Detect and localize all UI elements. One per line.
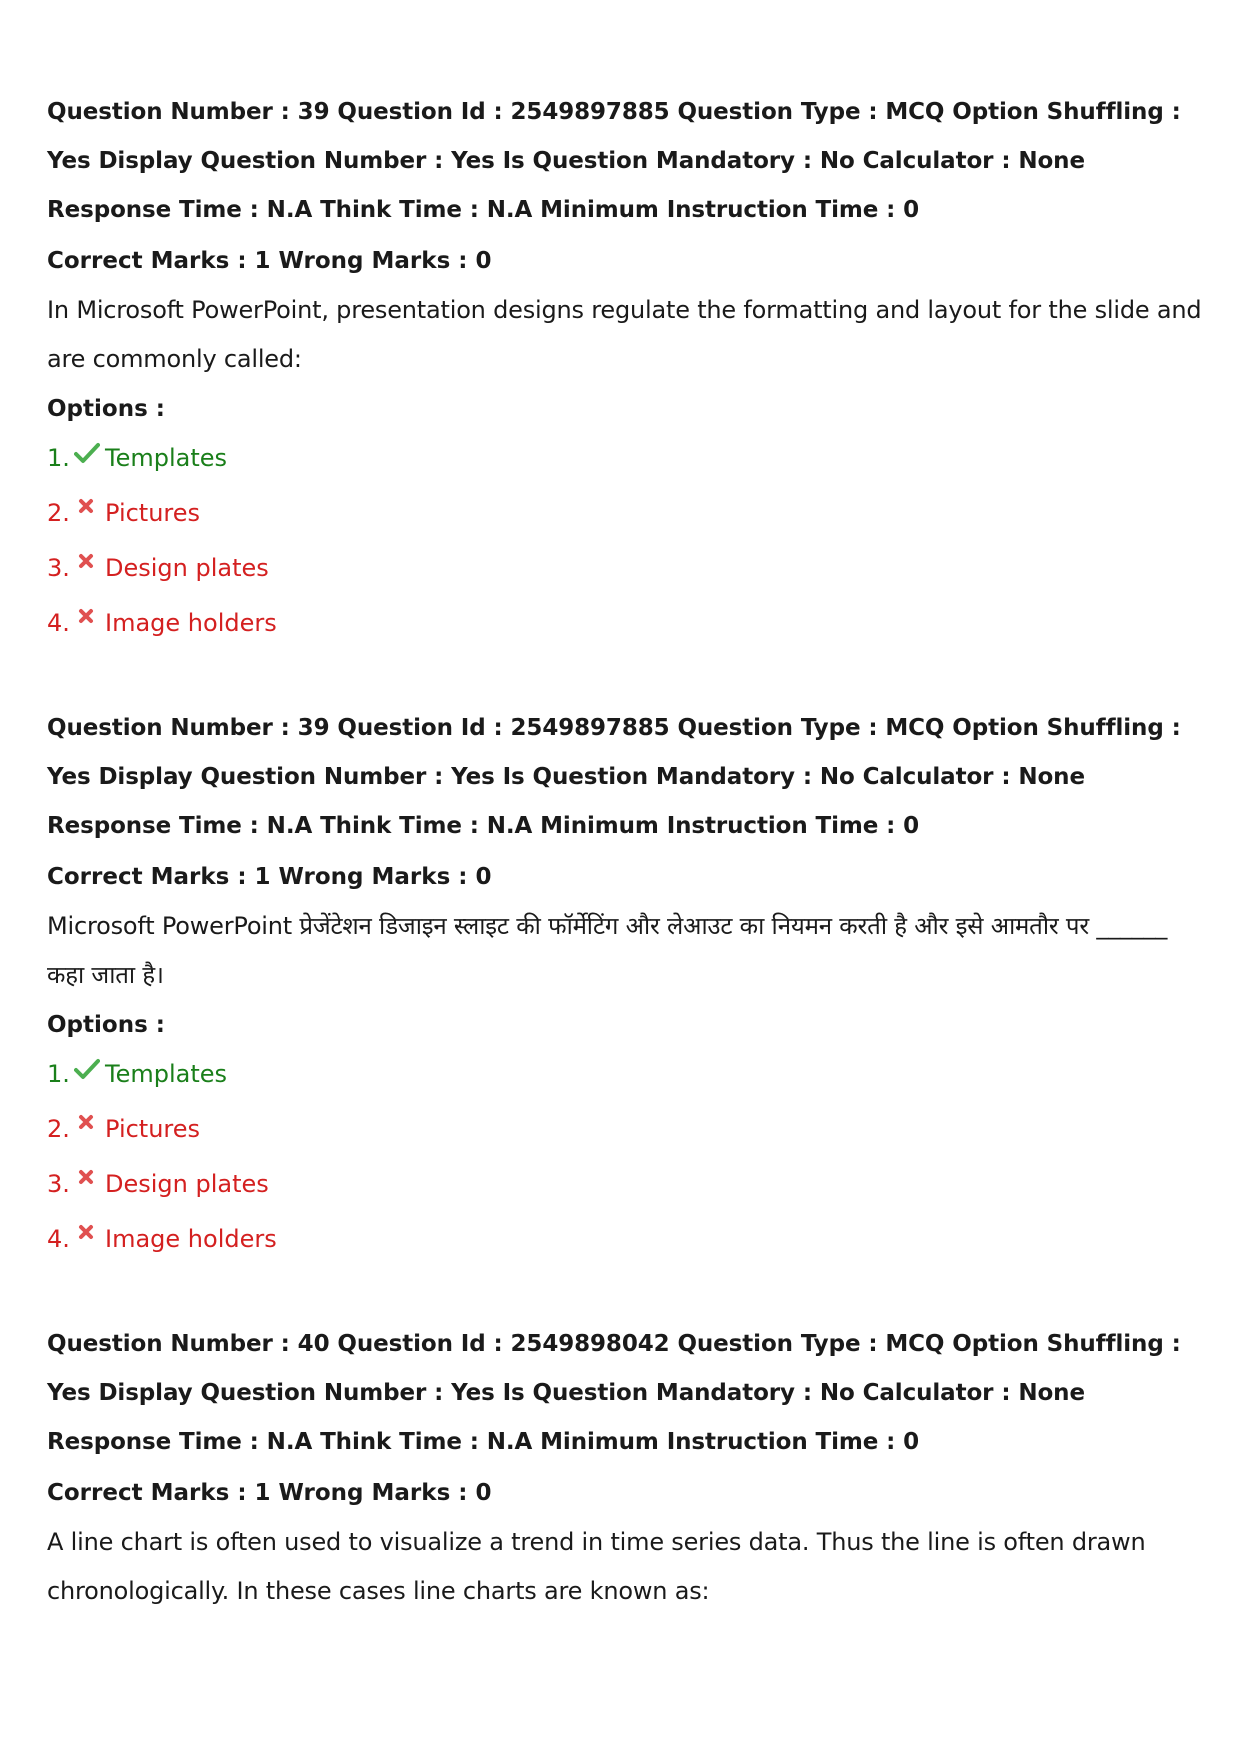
cross-icon <box>74 1223 100 1245</box>
question-text: Microsoft PowerPoint प्रेजेंटेशन डिजाइन स्लाइट की फॉर्मेटिंग और लेआउट का नियमन करती है और इसे आमतौर पर ______ कहा जाता है। <box>47 912 1168 989</box>
options-label: Options : <box>47 1012 165 1038</box>
cross-icon <box>74 497 100 519</box>
cross-icon <box>74 1168 100 1190</box>
option-label: Templates <box>105 444 228 472</box>
option-number: 4. <box>47 609 70 637</box>
option-number: 3. <box>47 554 70 582</box>
option-item <box>47 1169 1207 1199</box>
option-item <box>47 553 1207 583</box>
option-label: Design plates <box>105 1170 269 1198</box>
option-item <box>47 608 1207 638</box>
option-label: Image holders <box>105 1225 277 1253</box>
option-label: Pictures <box>105 499 201 527</box>
cross-icon <box>74 1113 100 1135</box>
option-number: 1. <box>47 444 70 472</box>
question-block <box>47 1320 1207 1616</box>
option-item <box>47 1224 1207 1254</box>
option-number: 1. <box>47 1060 70 1088</box>
option-item <box>47 443 1207 473</box>
check-icon <box>74 1058 100 1080</box>
question-marks: Correct Marks : 1 Wrong Marks : 0 <box>47 864 492 890</box>
question-marks: Correct Marks : 1 Wrong Marks : 0 <box>47 248 492 274</box>
question-text: In Microsoft PowerPoint, presentation designs regulate the formatting and layout for the slide and are commonly called: <box>47 296 1202 373</box>
question-block <box>47 704 1207 1254</box>
option-number: 2. <box>47 1115 70 1143</box>
cross-icon <box>74 552 100 574</box>
question-meta: Question Number : 39 Question Id : 2549897885 Question Type : MCQ Option Shuffling : Yes Display Question Number : Yes Is Question Mandatory : No Calculator : None Response Time : N.A Think Time : N.A Minimum Instruction Time : 0 <box>47 99 1181 223</box>
option-number: 4. <box>47 1225 70 1253</box>
option-label: Image holders <box>105 609 277 637</box>
option-number: 3. <box>47 1170 70 1198</box>
option-label: Templates <box>105 1060 228 1088</box>
question-paper <box>47 88 1207 1616</box>
option-number: 2. <box>47 499 70 527</box>
check-icon <box>74 442 100 464</box>
option-item <box>47 1059 1207 1089</box>
question-marks: Correct Marks : 1 Wrong Marks : 0 <box>47 1480 492 1506</box>
cross-icon <box>74 607 100 629</box>
option-item <box>47 498 1207 528</box>
option-label: Design plates <box>105 554 269 582</box>
question-block <box>47 88 1207 638</box>
question-meta: Question Number : 40 Question Id : 2549898042 Question Type : MCQ Option Shuffling : Yes Display Question Number : Yes Is Question Mandatory : No Calculator : None Response Time : N.A Think Time : N.A Minimum Instruction Time : 0 <box>47 1331 1181 1455</box>
options-label: Options : <box>47 396 165 422</box>
option-label: Pictures <box>105 1115 201 1143</box>
question-meta: Question Number : 39 Question Id : 2549897885 Question Type : MCQ Option Shuffling : Yes Display Question Number : Yes Is Question Mandatory : No Calculator : None Response Time : N.A Think Time : N.A Minimum Instruction Time : 0 <box>47 715 1181 839</box>
question-text: A line chart is often used to visualize a trend in time series data. Thus the line is often drawn chronologically. In these cases line charts are known as: <box>47 1528 1146 1605</box>
option-item <box>47 1114 1207 1144</box>
